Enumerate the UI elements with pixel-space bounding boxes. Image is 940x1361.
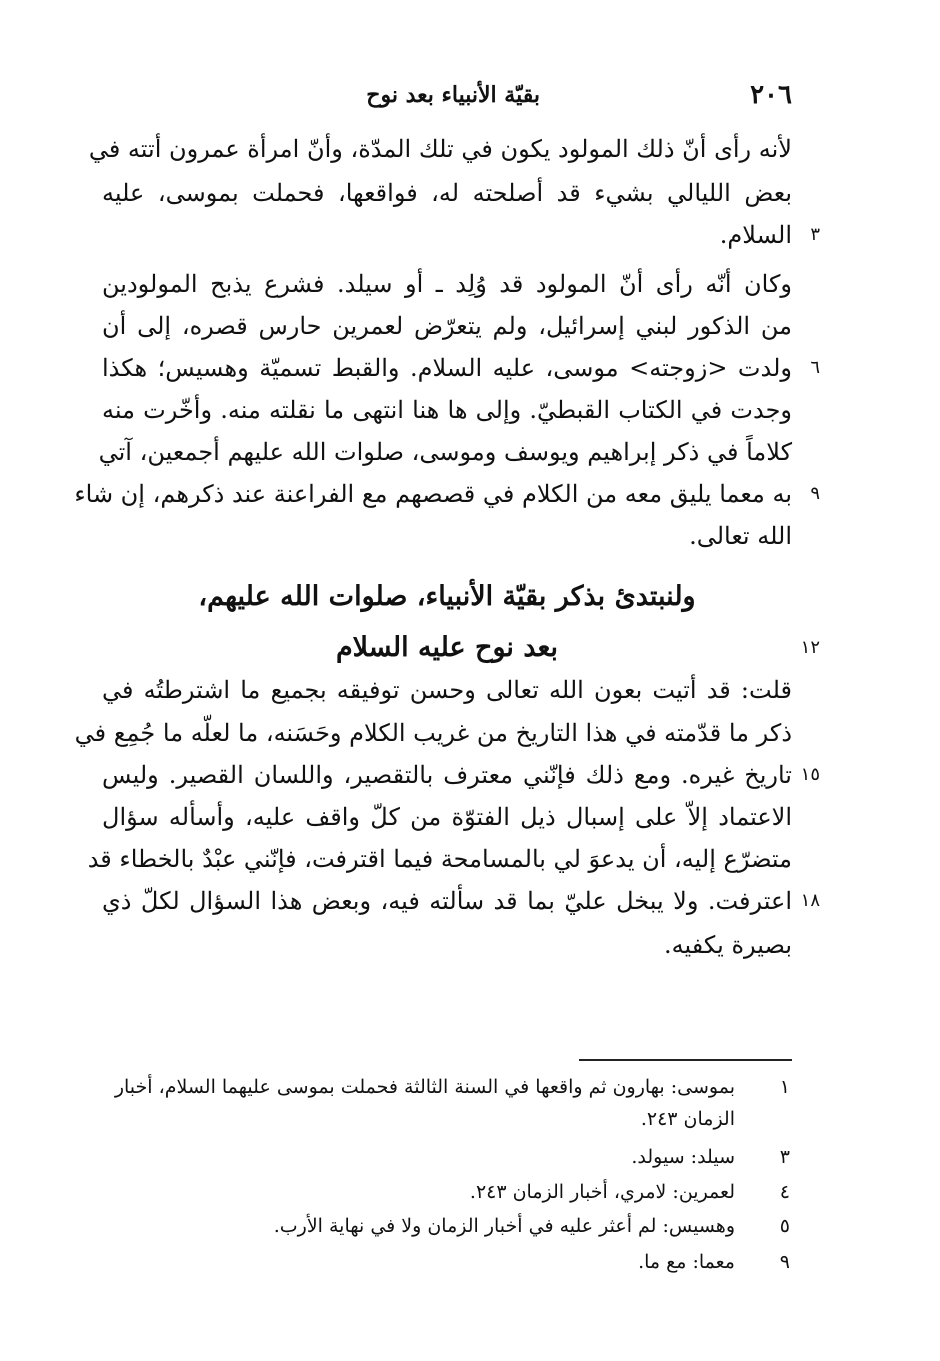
body-text-line: السلام. — [719, 221, 792, 249]
body-text-line: وجدت في الكتاب القبطيّ. وإلى ها هنا انتهى ما نقلته منه. وأخّرت منه — [102, 396, 792, 424]
body-text-line: به معما يليق معه من الكلام في قصصهم مع الفراعنة عند ذكرهم، إن شاء — [74, 480, 792, 508]
footnote-text: معما: مع ما. — [638, 1251, 735, 1273]
body-text-line: ذكر ما قدّمته في هذا التاريخ من غريب الكلام وحَسَنه، ما لعلّه ما جُمِع في — [74, 719, 792, 747]
body-text-line: كلاماً في ذكر إبراهيم ويوسف وموسى، صلوات الله عليهم أجمعين، آتي — [98, 438, 792, 466]
body-text-line: لأنه رأى أنّ ذلك المولود يكون في تلك المدّة، وأنّ امرأة عمرون أتته في — [88, 135, 792, 163]
body-text-line: اعترفت. ولا يبخل عليّ بما قد سألته فيه، وبعض هذا السؤال لكلّ ذي — [102, 887, 792, 915]
body-text-line: من الذكور لبني إسرائيل، ولم يتعرّض لعمرين حارس قصره، إلى أن — [102, 312, 792, 340]
line-number: ٦ — [810, 357, 820, 378]
footnote-text: بموسى: بهارون ثم واقعها في السنة الثالثة فحملت بموسى عليهما السلام، أخبار — [114, 1076, 735, 1098]
line-number: ٣ — [810, 224, 820, 245]
body-text-line: تاريخ غيره. ومع ذلك فإنّني معترف بالتقصير، واللسان القصير. وليس — [102, 761, 792, 789]
footnote-number: ١ — [779, 1076, 790, 1098]
section-heading: بعد نوح عليه السلام — [335, 632, 559, 663]
line-number: ٩ — [810, 483, 820, 504]
body-text-line: الله تعالى. — [689, 522, 792, 550]
body-text-line: بعض الليالي بشيء قد أصلحته له، فواقعها، فحملت بموسى، عليه — [102, 179, 792, 207]
body-text-line: متضرّع إليه، أن يدعوَ لي بالمسامحة فيما اقترفت، فإنّني عبْدٌ بالخطاء قد — [87, 845, 792, 873]
footnote-number: ٩ — [779, 1251, 790, 1273]
running-head-title: بقيّة الأنبياء بعد نوح — [366, 82, 540, 108]
footnote-number: ٤ — [779, 1181, 790, 1203]
page-number: ٢٠٦ — [750, 80, 792, 110]
footnote-divider — [579, 1059, 792, 1061]
footnote-text: سيلد: سيولد. — [631, 1146, 735, 1168]
line-number: ١٢ — [800, 637, 820, 658]
body-text-line: الاعتماد إلاّ على إسبال ذيل الفتوّة من كلّ واقف عليه، وأسأله سؤال — [102, 803, 792, 831]
body-text-line: ولدت <زوجته> موسى، عليه السلام. والقبط تسميّة وهسيس؛ هكذا — [102, 354, 792, 382]
footnote-text: الزمان ٢٤٣. — [640, 1108, 735, 1130]
section-heading: ولنبتدئ بذكر بقيّة الأنبياء، صلوات الله عليهم، — [198, 581, 696, 612]
footnote-text: وهسيس: لم أعثر عليه في أخبار الزمان ولا في نهاية الأرب. — [273, 1215, 735, 1237]
body-text-line: قلت: قد أتيت بعون الله تعالى وحسن توفيقه بجميع ما اشترطتُه في — [102, 676, 792, 704]
body-text-line: وكان أنّه رأى أنّ المولود قد وُلِد ـ أو سيلد. فشرع يذبح المولودين — [102, 270, 792, 298]
body-text-line: بصيرة يكفيه. — [664, 931, 792, 959]
footnote-number: ٥ — [779, 1215, 790, 1237]
footnote-text: لعمرين: لامري، أخبار الزمان ٢٤٣. — [469, 1181, 735, 1203]
footnote-number: ٣ — [779, 1146, 790, 1168]
line-number: ١٨ — [800, 890, 820, 911]
line-number: ١٥ — [800, 764, 820, 785]
